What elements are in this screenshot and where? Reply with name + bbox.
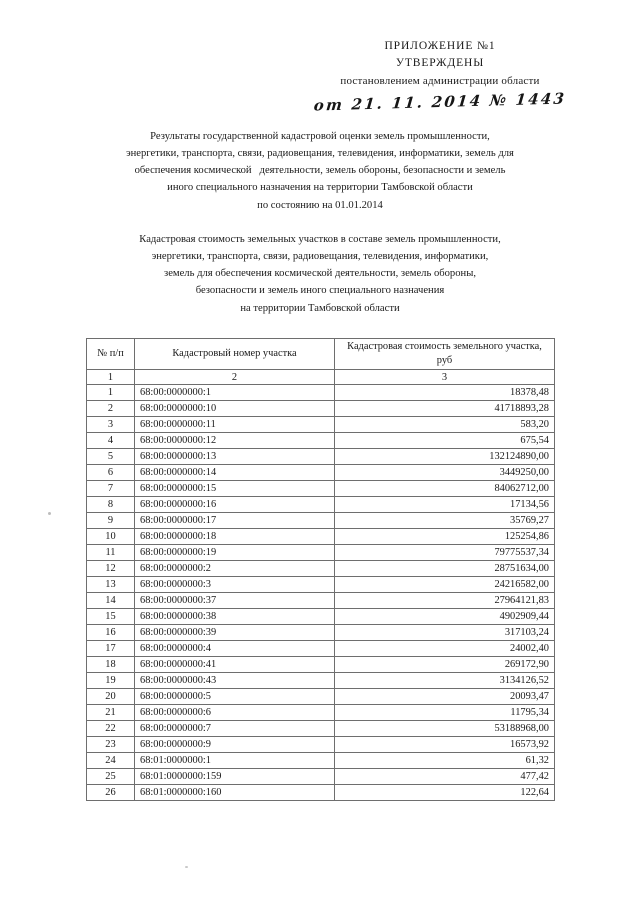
- handwritten-decree-stamp: от 21. 11. 2014 № 1443: [313, 89, 568, 115]
- cadastral-value-cell: 11795,34: [335, 705, 555, 721]
- approved-label: УТВЕРЖДЕНЫ: [395, 57, 485, 70]
- row-index-cell: 20: [87, 689, 135, 705]
- cadastral-number-cell: 68:00:0000000:37: [135, 593, 335, 609]
- column-header-cadastral-number: Кадастровый номер участка: [135, 339, 335, 370]
- cadastral-number-cell: 68:00:0000000:43: [135, 673, 335, 689]
- row-index-cell: 4: [87, 433, 135, 449]
- cadastral-value-cell: 18378,48: [335, 385, 555, 401]
- cadastral-value-cell: 41718893,28: [335, 401, 555, 417]
- approval-header: [280, 38, 600, 113]
- cadastral-value-cell: 24216582,00: [335, 577, 555, 593]
- table-row: [87, 609, 555, 625]
- cadastral-value-cell: 16573,92: [335, 737, 555, 753]
- table-body: [87, 385, 555, 801]
- column-header-index: № п/п: [87, 339, 135, 370]
- row-index-cell: 17: [87, 641, 135, 657]
- cadastral-number-cell: 68:00:0000000:41: [135, 657, 335, 673]
- table-row: [87, 593, 555, 609]
- table-head: [87, 339, 555, 385]
- decree-line: постановлением администрации области: [340, 74, 540, 87]
- table-row: [87, 401, 555, 417]
- cadastral-value-cell: 122,64: [335, 785, 555, 801]
- cadastral-number-cell: 68:00:0000000:2: [135, 561, 335, 577]
- cadastral-value-cell: 84062712,00: [335, 481, 555, 497]
- row-index-cell: 16: [87, 625, 135, 641]
- row-index-cell: 25: [87, 769, 135, 785]
- table-row: [87, 641, 555, 657]
- table-row: [87, 497, 555, 513]
- table-row: [87, 529, 555, 545]
- row-index-cell: 13: [87, 577, 135, 593]
- cadastral-number-cell: 68:01:0000000:1: [135, 753, 335, 769]
- cadastral-value-cell: 317103,24: [335, 625, 555, 641]
- row-index-cell: 23: [87, 737, 135, 753]
- column-number: 3: [335, 370, 555, 385]
- table-row: [87, 657, 555, 673]
- cadastral-value-cell: 4902909,44: [335, 609, 555, 625]
- table-row: [87, 673, 555, 689]
- table-row: [87, 753, 555, 769]
- table-row: [87, 737, 555, 753]
- cadastral-number-cell: 68:00:0000000:12: [135, 433, 335, 449]
- row-index-cell: 6: [87, 465, 135, 481]
- cadastral-number-cell: 68:00:0000000:19: [135, 545, 335, 561]
- row-index-cell: 26: [87, 785, 135, 801]
- title-main-line: обеспечения космической деятельности, земель обороны, безопасности и земель: [134, 165, 506, 177]
- cadastral-number-cell: 68:00:0000000:5: [135, 689, 335, 705]
- cadastral-number-cell: 68:00:0000000:15: [135, 481, 335, 497]
- appendix-number: ПРИЛОЖЕНИЕ №1: [384, 40, 496, 52]
- title-main-line: по состоянию на 01.01.2014: [257, 199, 383, 211]
- cadastral-number-cell: 68:00:0000000:18: [135, 529, 335, 545]
- cadastral-number-cell: 68:00:0000000:11: [135, 417, 335, 433]
- cadastral-value-cell: 477,42: [335, 769, 555, 785]
- title-sub-line: земель для обеспечения космической деятельности, земель обороны,: [164, 268, 476, 280]
- table-row: [87, 449, 555, 465]
- row-index-cell: 14: [87, 593, 135, 609]
- document-title-sub: [70, 231, 570, 317]
- document-title-main: [70, 128, 570, 214]
- table-row: [87, 385, 555, 401]
- row-index-cell: 8: [87, 497, 135, 513]
- table-row: [87, 705, 555, 721]
- cadastral-value-cell: 583,20: [335, 417, 555, 433]
- cadastral-number-cell: 68:00:0000000:10: [135, 401, 335, 417]
- title-sub-line: энергетики, транспорта, связи, радиовещания, телевидения, информатики,: [151, 251, 489, 263]
- cadastral-number-cell: 68:01:0000000:160: [135, 785, 335, 801]
- cadastral-value-table: [86, 338, 555, 801]
- title-main-line: Результаты государственной кадастровой оценки земель промышленности,: [150, 131, 490, 142]
- table-row: [87, 769, 555, 785]
- cadastral-value-cell: 269172,90: [335, 657, 555, 673]
- cadastral-number-cell: 68:00:0000000:14: [135, 465, 335, 481]
- table-row: [87, 577, 555, 593]
- row-index-cell: 24: [87, 753, 135, 769]
- row-index-cell: 2: [87, 401, 135, 417]
- row-index-cell: 10: [87, 529, 135, 545]
- cadastral-number-cell: 68:00:0000000:9: [135, 737, 335, 753]
- cadastral-number-cell: 68:00:0000000:13: [135, 449, 335, 465]
- cadastral-value-cell: 79775537,34: [335, 545, 555, 561]
- cadastral-value-cell: 132124890,00: [335, 449, 555, 465]
- row-index-cell: 22: [87, 721, 135, 737]
- cadastral-value-cell: 125254,86: [335, 529, 555, 545]
- title-sub-line: Кадастровая стоимость земельных участков в составе земель промышленности,: [139, 234, 501, 245]
- row-index-cell: 5: [87, 449, 135, 465]
- cadastral-value-cell: 17134,56: [335, 497, 555, 513]
- table-header-row: [87, 339, 555, 370]
- cadastral-value-table-wrap: [86, 338, 554, 801]
- column-header-value: Кадастровая стоимость земельного участка, руб: [335, 339, 555, 370]
- row-index-cell: 21: [87, 705, 135, 721]
- table-row: [87, 481, 555, 497]
- column-number: 2: [135, 370, 335, 385]
- cadastral-value-cell: 3134126,52: [335, 673, 555, 689]
- title-sub-line: на территории Тамбовской области: [240, 302, 400, 314]
- table-row: [87, 545, 555, 561]
- cadastral-number-cell: 68:00:0000000:38: [135, 609, 335, 625]
- column-number: 1: [87, 370, 135, 385]
- table-column-number-row: [87, 370, 555, 385]
- row-index-cell: 9: [87, 513, 135, 529]
- cadastral-value-cell: 61,32: [335, 753, 555, 769]
- cadastral-value-cell: 3449250,00: [335, 465, 555, 481]
- table-row: [87, 417, 555, 433]
- cadastral-number-cell: 68:00:0000000:17: [135, 513, 335, 529]
- title-main-line: иного специального назначения на территории Тамбовской области: [167, 182, 473, 194]
- cadastral-number-cell: 68:00:0000000:4: [135, 641, 335, 657]
- table-row: [87, 433, 555, 449]
- table-row: [87, 513, 555, 529]
- table-row: [87, 721, 555, 737]
- row-index-cell: 3: [87, 417, 135, 433]
- row-index-cell: 7: [87, 481, 135, 497]
- row-index-cell: 12: [87, 561, 135, 577]
- row-index-cell: 18: [87, 657, 135, 673]
- cadastral-value-cell: 35769,27: [335, 513, 555, 529]
- table-row: [87, 785, 555, 801]
- table-row: [87, 561, 555, 577]
- scan-artifact-speck: [48, 512, 51, 515]
- cadastral-number-cell: 68:00:0000000:3: [135, 577, 335, 593]
- cadastral-value-cell: 28751634,00: [335, 561, 555, 577]
- cadastral-value-cell: 53188968,00: [335, 721, 555, 737]
- cadastral-number-cell: 68:00:0000000:6: [135, 705, 335, 721]
- title-sub-line: безопасности и земель иного специального назначения: [195, 285, 445, 297]
- cadastral-number-cell: 68:00:0000000:7: [135, 721, 335, 737]
- row-index-cell: 15: [87, 609, 135, 625]
- row-index-cell: 19: [87, 673, 135, 689]
- table-row: [87, 625, 555, 641]
- cadastral-number-cell: 68:01:0000000:159: [135, 769, 335, 785]
- table-row: [87, 689, 555, 705]
- cadastral-value-cell: 675,54: [335, 433, 555, 449]
- row-index-cell: 11: [87, 545, 135, 561]
- cadastral-value-cell: 27964121,83: [335, 593, 555, 609]
- scan-artifact-speck: [185, 866, 188, 868]
- cadastral-number-cell: 68:00:0000000:16: [135, 497, 335, 513]
- row-index-cell: 1: [87, 385, 135, 401]
- table-row: [87, 465, 555, 481]
- cadastral-value-cell: 20093,47: [335, 689, 555, 705]
- cadastral-value-cell: 24002,40: [335, 641, 555, 657]
- cadastral-number-cell: 68:00:0000000:39: [135, 625, 335, 641]
- cadastral-number-cell: 68:00:0000000:1: [135, 385, 335, 401]
- title-main-line: энергетики, транспорта, связи, радиовещания, телевидения, информатики, земель для: [126, 148, 514, 160]
